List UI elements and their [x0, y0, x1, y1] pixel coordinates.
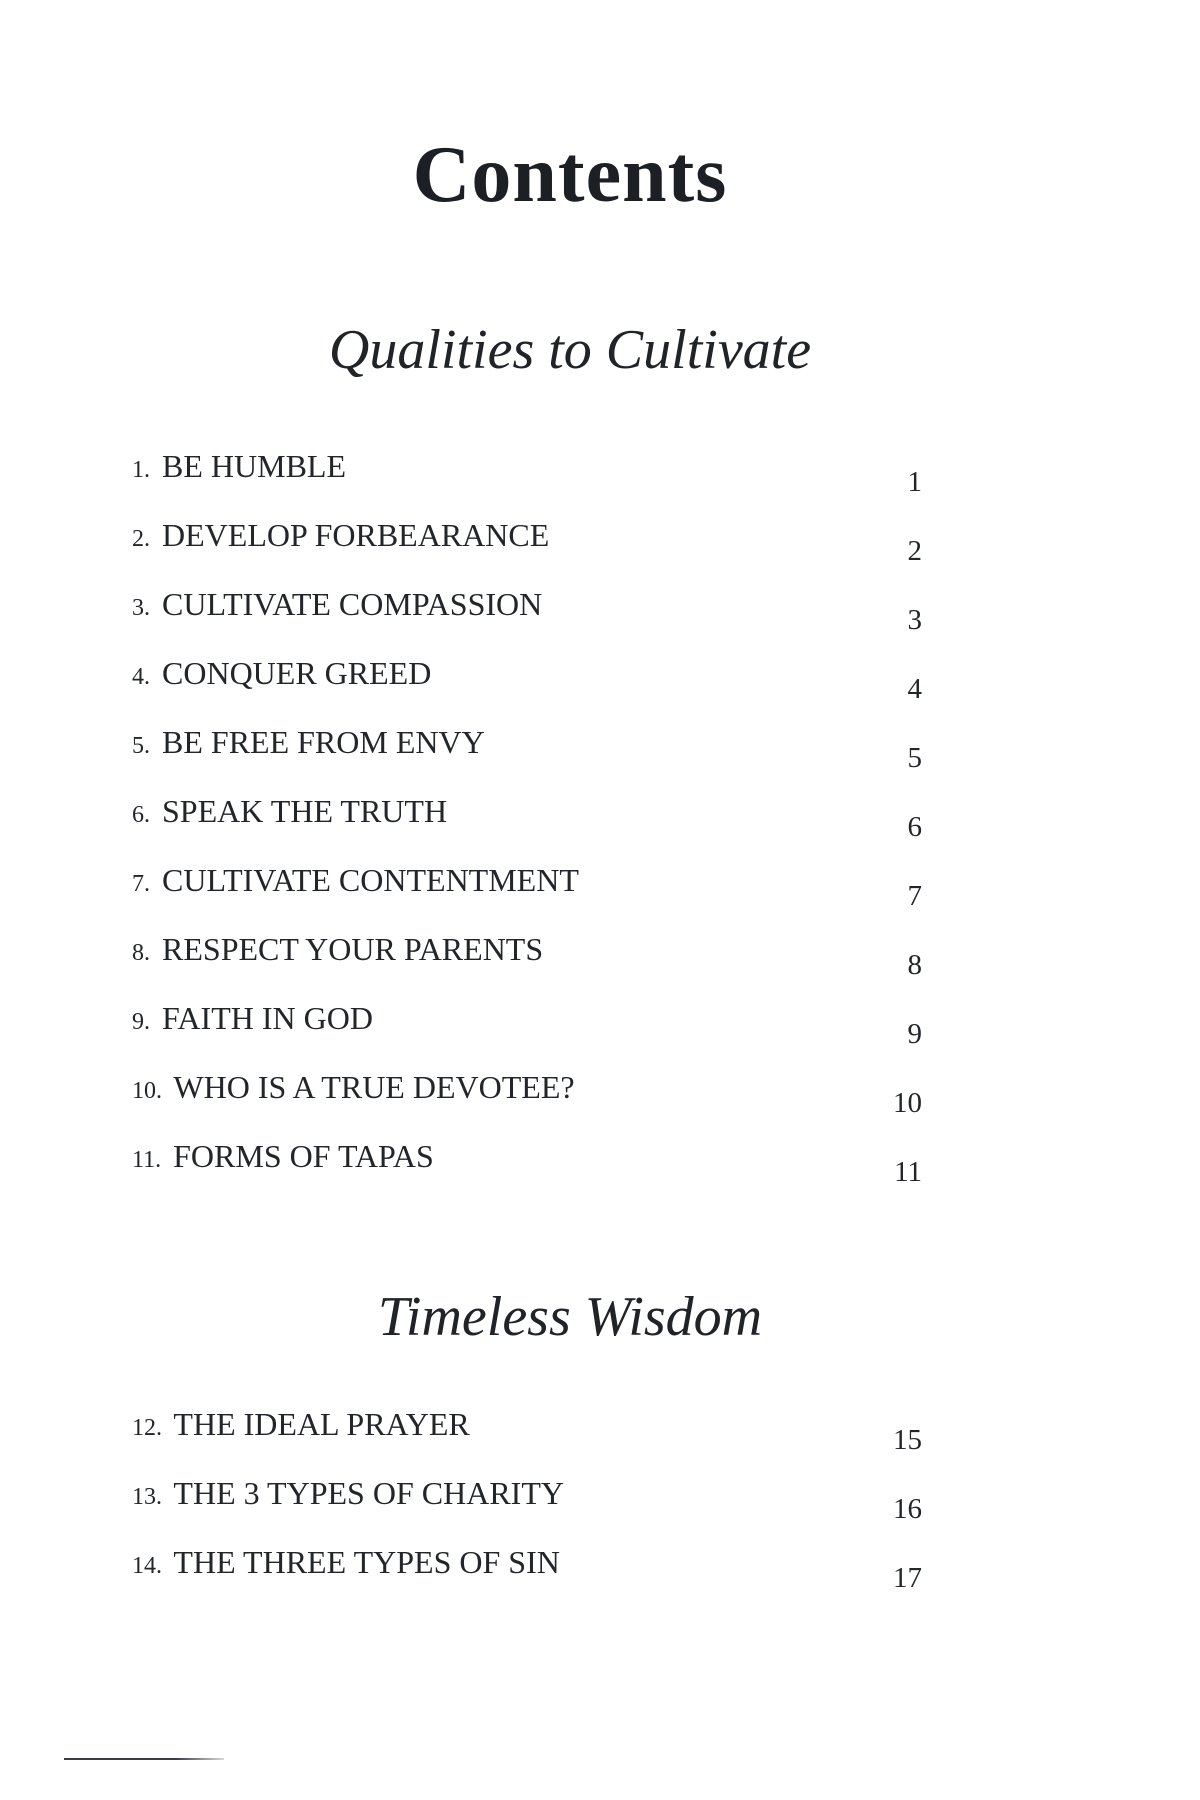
toc-entry-page: 6	[907, 811, 922, 843]
toc-entry-label: THE THREE TYPES OF SIN	[173, 1544, 560, 1580]
toc-entry-number: 8.	[132, 940, 150, 966]
toc-entry-number: 9.	[132, 1009, 150, 1035]
bottom-rule	[64, 1758, 224, 1760]
toc-entry-page: 2	[907, 535, 922, 567]
toc-entry-number: 13.	[132, 1484, 162, 1510]
section-heading-wisdom: Timeless Wisdom	[377, 1286, 763, 1348]
toc-entry[interactable]	[132, 723, 940, 792]
toc-entry-page: 11	[894, 1156, 922, 1188]
toc-entry-label: BE HUMBLE	[162, 448, 346, 484]
toc-entry-title	[132, 1405, 470, 1447]
toc-entry-number: 5.	[132, 733, 150, 759]
toc-entry-title	[132, 516, 549, 558]
toc-entry[interactable]	[132, 1405, 940, 1474]
toc-entry-title	[132, 1068, 575, 1110]
toc-entry-number: 6.	[132, 802, 150, 828]
toc-entry-page: 7	[907, 880, 922, 912]
toc-entry-label: SPEAK THE TRUTH	[162, 793, 448, 829]
toc-entry[interactable]	[132, 654, 940, 723]
toc-entry-page: 9	[907, 1018, 922, 1050]
toc-entry[interactable]	[132, 1543, 940, 1612]
toc-list-qualities	[132, 447, 940, 1206]
toc-entry-title	[132, 792, 447, 834]
toc-entry-title	[132, 930, 543, 972]
toc-entry[interactable]	[132, 930, 940, 999]
toc-entry[interactable]	[132, 1137, 940, 1206]
page-title: Contents	[412, 131, 728, 219]
toc-entry-page: 5	[907, 742, 922, 774]
toc-entry-number: 11.	[132, 1147, 162, 1173]
toc-list-wisdom	[132, 1405, 940, 1612]
toc-entry-label: THE IDEAL PRAYER	[173, 1406, 470, 1442]
toc-entry-title	[132, 999, 373, 1041]
toc-entry-label: CULTIVATE COMPASSION	[162, 586, 543, 622]
toc-entry-number: 10.	[132, 1078, 162, 1104]
section-heading-qualities: Qualities to Cultivate	[328, 319, 812, 381]
toc-entry-page: 15	[893, 1424, 922, 1456]
toc-entry-page: 8	[907, 949, 922, 981]
toc-entry-label: BE FREE FROM ENVY	[162, 724, 485, 760]
toc-entry[interactable]	[132, 585, 940, 654]
toc-entry-label: RESPECT YOUR PARENTS	[162, 931, 544, 967]
toc-entry-page: 17	[893, 1562, 922, 1594]
toc-entry[interactable]	[132, 1068, 940, 1137]
toc-entry-number: 3.	[132, 595, 150, 621]
toc-entry-title	[132, 585, 542, 627]
toc-entry-title	[132, 447, 346, 489]
toc-entry-title	[132, 1543, 560, 1585]
toc-entry[interactable]	[132, 447, 940, 516]
toc-entry-number: 1.	[132, 457, 150, 483]
toc-entry-page: 16	[893, 1493, 922, 1525]
toc-entry-label: CONQUER GREED	[162, 655, 432, 691]
toc-entry-number: 14.	[132, 1553, 162, 1579]
toc-entry-label: FAITH IN GOD	[162, 1000, 373, 1036]
toc-entry-page: 10	[893, 1087, 922, 1119]
toc-entry[interactable]	[132, 1474, 940, 1543]
toc-entry-title	[132, 723, 485, 765]
toc-entry-title	[132, 1474, 564, 1516]
toc-entry[interactable]	[132, 516, 940, 585]
toc-entry[interactable]	[132, 861, 940, 930]
toc-entry-label: WHO IS A TRUE DEVOTEE?	[173, 1069, 575, 1105]
toc-entry-label: FORMS OF TAPAS	[173, 1138, 434, 1174]
toc-entry-page: 4	[907, 673, 922, 705]
toc-entry-label: CULTIVATE CONTENTMENT	[162, 862, 579, 898]
toc-entry-label: DEVELOP FORBEARANCE	[162, 517, 550, 553]
toc-entry-title	[132, 1137, 434, 1179]
toc-entry-number: 2.	[132, 526, 150, 552]
toc-entry-number: 4.	[132, 664, 150, 690]
toc-entry-title	[132, 654, 431, 696]
toc-entry-label: THE 3 TYPES OF CHARITY	[173, 1475, 564, 1511]
toc-entry-title	[132, 861, 579, 903]
toc-entry-number: 7.	[132, 871, 150, 897]
toc-entry[interactable]	[132, 999, 940, 1068]
toc-entry-page: 1	[907, 466, 922, 498]
toc-entry-number: 12.	[132, 1415, 162, 1441]
toc-entry[interactable]	[132, 792, 940, 861]
toc-entry-page: 3	[907, 604, 922, 636]
